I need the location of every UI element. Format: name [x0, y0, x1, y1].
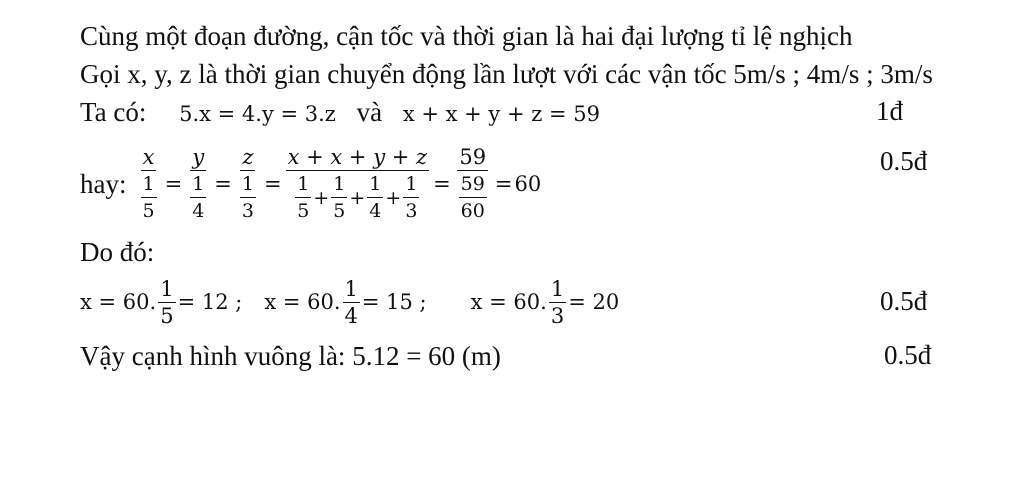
result-x: x = 60. $\frac{1}{5}$ = 12 ; [80, 276, 243, 328]
and-word: và [356, 97, 383, 127]
fraction-chain: hay: $\frac{x}{\frac{1}{5}}$ = $\frac{y}{\frac{1}{4}}$ = $\frac{z}{\frac{1}{3}}$ = x + x + y + z $\frac{1}{5}$ + $\frac{1}{5}$ + $\frac{1}{4}$ + $\frac{1}{3}$ = $\frac{59}{\frac{59}{60}}$ = 60 [80, 145, 542, 222]
fraction-y: $\frac{y}{\frac{1}{4}}$ [192, 145, 205, 222]
points-4: 0.5đ [884, 340, 932, 370]
results-line [80, 276, 619, 328]
points-2: 0.5đ [880, 146, 928, 176]
do-do-line: Do đó: [80, 237, 155, 267]
text-line-2: Gọi x, y, z là thời gian chuyển động lần lượt với các vận tốc 5m/s ; 4m/s ; 3m/s [80, 59, 933, 89]
proportion-equation: 5.x = 4.y = 3.z [179, 102, 336, 126]
result-y: x = 60. $\frac{1}{4}$ = 15 ; [264, 276, 427, 328]
fraction-x: $\frac{x}{\frac{1}{5}}$ [142, 145, 155, 222]
sum-equation: x + x + y + z = 59 [402, 102, 600, 126]
result-z: x = 60. $\frac{1}{3}$ = 20 [470, 276, 620, 328]
points-3: 0.5đ [880, 286, 928, 316]
points-1: 1đ [876, 96, 903, 126]
conclusion-line: Vậy cạnh hình vuông là: 5.12 = 60 (m) [80, 341, 501, 371]
ta-co-label: Ta có: [80, 97, 147, 127]
fraction-sum: x + x + y + z $\frac{1}{5}$ + $\frac{1}{5}$ + $\frac{1}{4}$ + $\frac{1}{3}$ [287, 145, 428, 222]
text-line-1: Cùng một đoạn đường, cận tốc và thời gian là hai đại lượng tỉ lệ nghịch [80, 21, 853, 51]
ta-co-line [80, 96, 600, 130]
fraction-59-over: $\frac{59}{\frac{59}{60}}$ [459, 145, 487, 222]
fraction-z: $\frac{z}{\frac{1}{3}}$ [241, 145, 254, 222]
chain-result: 60 [514, 172, 542, 196]
hay-label: hay: [80, 169, 127, 199]
